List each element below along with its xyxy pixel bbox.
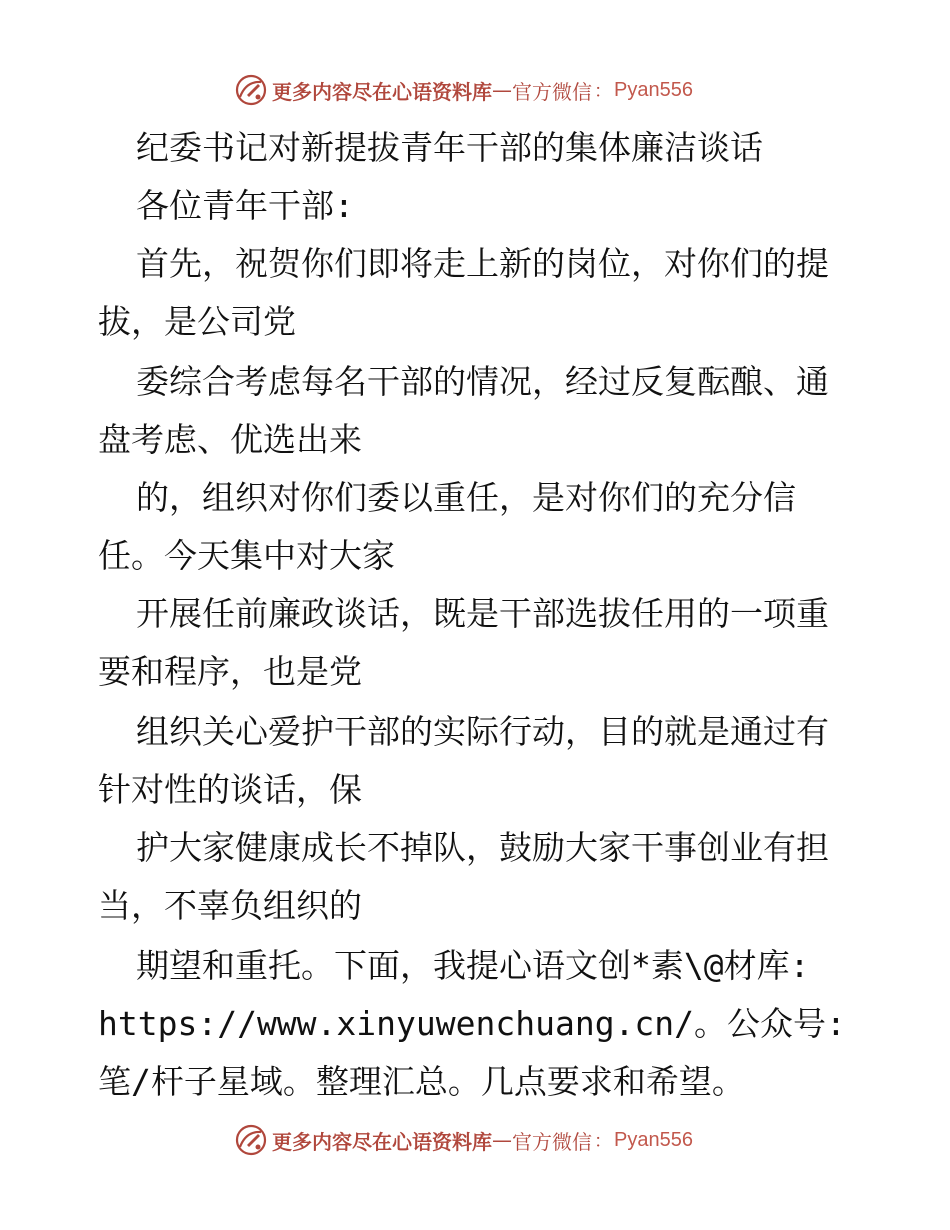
- footer-watermark-banner: [234, 1122, 693, 1158]
- header-banner-main: 更多内容尽在心语资料库: [272, 79, 492, 104]
- paragraph-line: 开展任前廉政谈话，既是干部选拔任用的一项重: [136, 594, 829, 633]
- footer-banner-official: 官方微信: [512, 1129, 592, 1154]
- header-banner-dash: —: [492, 78, 512, 102]
- paragraph-line: 期望和重托。下面，我提心语文创*素\@材库:: [136, 946, 810, 985]
- brand-logo-icon: [234, 1123, 268, 1157]
- paragraph-line: 盘考虑、优选出来: [98, 420, 362, 459]
- footer-banner-colon: ：: [594, 1131, 612, 1152]
- paragraph-line: 当，不辜负组织的: [98, 886, 362, 925]
- paragraph-line: 要和程序，也是党: [98, 652, 362, 691]
- paragraph-line: 拔，是公司党: [98, 302, 296, 341]
- header-banner-colon: ：: [594, 81, 612, 102]
- paragraph-line-url: https://www.xinyuwenchuang.cn/。公众号:: [98, 1004, 846, 1043]
- header-watermark-banner: [234, 72, 693, 108]
- header-banner-id: Pyan556: [614, 78, 693, 101]
- paragraph-line: 任。今天集中对大家: [98, 536, 395, 575]
- paragraph-line: 护大家健康成长不掉队，鼓励大家干事创业有担: [136, 828, 829, 867]
- footer-banner-main: 更多内容尽在心语资料库: [272, 1129, 492, 1154]
- header-banner-official: 官方微信: [512, 79, 592, 104]
- salutation: 各位青年干部:: [136, 186, 354, 225]
- brand-logo-icon: [234, 73, 268, 107]
- paragraph-line: 组织关心爱护干部的实际行动，目的就是通过有: [136, 712, 829, 751]
- paragraph-line: 的，组织对你们委以重任，是对你们的充分信: [136, 478, 796, 517]
- footer-banner-id: Pyan556: [614, 1128, 693, 1151]
- paragraph-line: 针对性的谈话，保: [98, 770, 362, 809]
- paragraph-line: 委综合考虑每名干部的情况，经过反复酝酿、通: [136, 362, 829, 401]
- document-title: 纪委书记对新提拔青年干部的集体廉洁谈话: [136, 128, 763, 167]
- footer-banner-dash: —: [492, 1128, 512, 1152]
- paragraph-line: 笔/杆子星域。整理汇总。几点要求和希望。: [98, 1062, 745, 1101]
- paragraph-line: 首先，祝贺你们即将走上新的岗位，对你们的提: [136, 244, 829, 283]
